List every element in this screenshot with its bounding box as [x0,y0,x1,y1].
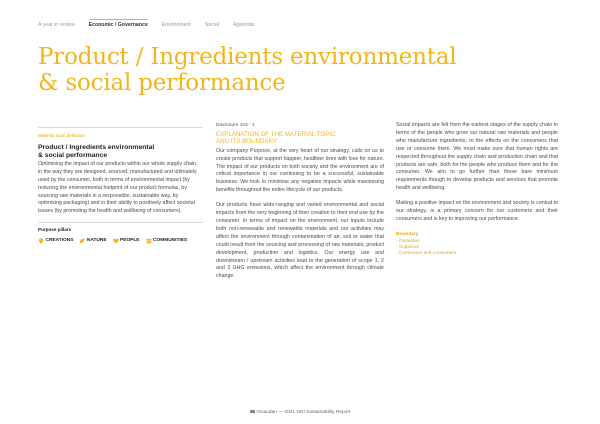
material-topic-title [38,144,203,160]
pillar-nature [79,237,106,245]
boundary-item: - Suppliers [396,244,419,250]
top-nav [38,22,255,28]
pillar-creations [38,237,73,245]
pillar-communities [146,237,188,245]
material-topic-box [38,127,203,245]
social-impact-column [396,122,558,257]
page-number: 36 [249,410,256,415]
boundary-label: Boundary [396,231,419,237]
material-topic-label: Material topic definition [38,133,85,138]
material-topic-title-1: Product / Ingredients environmental [38,143,155,151]
explanation-heading-1: EXPLANATION OF THE MATERIAL TOPIC [216,130,336,138]
explanation-paragraph-2: Our products have wide-ranging and varied environmental and social impacts from the very beginning of their creation to their end use by the consumer. In terms of impact on the environment, our inputs include both non-renewable and renewable materials and our activities may affect the environment through contamination of air, soil or water that could result from the sourcing and processing of raw materials, product development, production and logistics. Our energy use and downstream / upstream activities lead to the generation of scope 1, 2 and 3 GHG emissions, which affect the environment through climate change. [216,202,384,280]
page-title-line-2: & social performance [38,70,286,96]
pillar-creations-label: CREATIONS [45,238,74,244]
page-footer [0,410,600,415]
page-title [38,44,456,96]
nav-appendix[interactable]: Appendix [233,22,255,28]
footer-text: Givaudan — 2021 GRI Sustainability Report [256,410,351,415]
communities-icon [146,238,152,244]
pillar-communities-label: COMMUNITIES [153,238,188,244]
explanation-paragraph-1: Our company Purpose, at the very heart of our strategy, calls on us to create products that support happier, healthier lives with love for nature. The impact of our products on both society and the environment are of critical importance in our continuing to be a successful, sustainable business. We look to minimise any negative impacts while maximising benefits throughout the entire lifecycle of our products. [216,147,384,194]
material-topic-title-2: & social performance [38,151,108,159]
explanation-heading-2: AND ITS BOUNDARY [216,138,278,146]
pillar-people [113,237,140,245]
nav-economic-governance[interactable]: Economic / Governance [89,19,148,29]
boundary-item: - Givaudan [396,238,420,244]
social-paragraph-1: Social impacts are felt from the earliest stages of the supply chain in terms of the people who grow our natural raw materials and people who manufacture ingredients, to the effects on the consumers that use or consume them. We must make sure that human rights are respected throughout the supply chain and production chain and that products are safe, both for the people who produce them and for the consumer. We aim to go further than these bare minimum requirements though to develop products and services that promote health and wellbeing. [396,122,558,192]
heart-icon [113,238,119,244]
leaf-icon [79,238,85,244]
explanation-heading [216,131,384,146]
page-title-line-1: Product / Ingredients environmental [38,44,457,70]
boundary-item: - Customers and consumers [396,250,457,256]
purpose-pillars [38,237,203,245]
social-paragraph-2: Making a positive impact on the environment and society is central to our strategy, is a primary concern for our customers and their consumers and is key to improving our performance. [396,200,558,222]
purpose-pillars-label: Purpose pillars [38,222,203,234]
disclosure-number: Disclosure 103 - 1 [216,123,255,128]
bulb-icon [38,238,44,244]
pillar-nature-label: NATURE [86,238,107,244]
nav-environment[interactable]: Environment [161,22,191,28]
pillar-people-label: PEOPLE [120,238,140,244]
nav-year-in-review[interactable]: A year in review [38,22,75,28]
explanation-column [216,122,384,288]
nav-social[interactable]: Social [204,22,219,28]
material-topic-text: Optimising the impact of our products within our whole supply chain, in the way they are designed, sourced, manufactured and ultimately used by the consumer, both in terms of environmental impact (by reducing the environmental footprint of our product formulas, by sourcing raw materials in a responsible, sustainable way, by optimising packaging) and in their ability to positively affect societal issues (by promoting the health and wellbeing of consumers). [38,160,198,215]
